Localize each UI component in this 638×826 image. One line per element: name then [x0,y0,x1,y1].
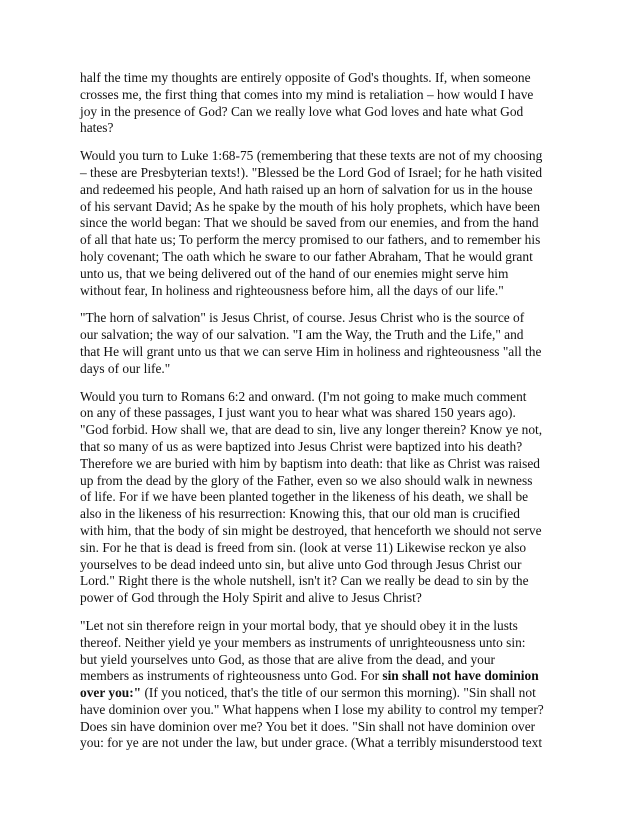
text-run: "God forbid. How shall we, that are dead to sin, live any longer therein? Know ye not, [80,422,543,438]
text-line [80,685,566,702]
text-run: power of God through the Holy Spirit and alive to Jesus Christ? [80,590,422,606]
text-line [80,266,566,283]
text-line [80,506,566,523]
text-line [80,405,566,422]
text-run: thereof. Neither yield ye your members as instruments of unrighteousness unto sin: [80,634,526,650]
text-line [80,573,566,590]
text-line [80,540,566,557]
text-line [80,215,566,232]
text-run: "The horn of salvation" is Jesus Christ, of course. Jesus Christ who is the source of [80,310,525,326]
text-line [80,232,566,249]
bold-text-run: over you:" [80,685,142,701]
text-run: "Let not sin therefore reign in your mortal body, that ye should obey it in the lusts [80,617,518,633]
text-line [80,327,566,344]
text-line [80,735,566,752]
text-line [80,702,566,719]
text-run: Does sin have dominion over me? You bet it does. "Sin shall not have dominion over [80,718,536,734]
paragraph [80,148,566,299]
document-page [80,70,566,752]
text-run: days of our life." [80,360,171,376]
text-run: Would you turn to Luke 1:68-75 (remembering that these texts are not of my choosing [80,148,543,164]
text-run: since the world began: That we should be saved from our enemies, and from the hand [80,215,539,231]
text-run: – these are Presbyterian texts!). "Blessed be the Lord God of Israel; for he hath visited [80,164,543,180]
text-line [80,389,566,406]
text-run: of his servant David; As he spake by the mouth of his holy prophets, which have been [80,198,541,214]
bold-text-run: sin shall not have dominion [382,668,539,684]
text-run: yourselves to be dead indeed unto sin, but alive unto God through Jesus Christ our [80,556,522,572]
text-run: but yield yourselves unto God, as those that are alive from the dead, and your [80,651,495,667]
text-line [80,719,566,736]
text-line [80,439,566,456]
paragraph [80,310,566,377]
text-line [80,668,566,685]
text-line [80,590,566,607]
text-run: hates? [80,120,114,136]
text-line [80,523,566,540]
text-line [80,182,566,199]
text-run: holy covenant; The oath which he sware to our father Abraham, That he would grant [80,248,533,264]
text-run: half the time my thoughts are entirely opposite of God's thoughts. If, when someone [80,70,531,85]
text-line [80,489,566,506]
text-run: unto us, that we being delivered out of the hand of our enemies might serve him [80,265,509,281]
text-run: crosses me, the first thing that comes into my mind is retaliation – how would I have [80,86,534,102]
text-run: with him, that the body of sin might be destroyed, that henceforth we should not serve [80,522,542,538]
text-line [80,652,566,669]
paragraph [80,70,566,137]
text-run: Would you turn to Romans 6:2 and onward. (I'm not going to make much comment [80,388,527,404]
text-run: without fear, In holiness and righteousness before him, all the days of our life." [80,282,504,298]
text-line [80,310,566,327]
text-run: sin. For he that is dead is freed from sin. (look at verse 11) Likewise reckon ye also [80,539,527,555]
text-run: up from the dead by the glory of the Father, even so we also should walk in newness [80,472,533,488]
text-run: on any of these passages, I just want you to hear what was shared 150 years ago). [80,405,516,421]
text-run: members as instruments of righteousness unto God. For [80,668,383,684]
text-line [80,87,566,104]
text-line [80,70,566,87]
text-line [80,165,566,182]
text-line [80,283,566,300]
text-line [80,104,566,121]
text-run: and redeemed his people, And hath raised up an horn of salvation for us in the house [80,181,533,197]
text-line [80,618,566,635]
text-line [80,199,566,216]
text-run: that He will grant unto us that we can serve Him in holiness and righteousness "all the [80,343,542,359]
text-line [80,148,566,165]
text-run: have dominion over you." What happens when I lose my ability to control my temper? [80,701,544,717]
text-line [80,557,566,574]
text-run: also in the likeness of his resurrection: Knowing this, that our old man is crucified [80,506,520,522]
text-line [80,473,566,490]
text-line [80,120,566,137]
paragraph [80,618,566,752]
text-run: our salvation; the way of our salvation. "I am the Way, the Truth and the Life," and [80,327,524,343]
text-run: Lord." Right there is the whole nutshell, isn't it? Can we really be dead to sin by the [80,573,529,589]
text-run: Therefore we are buried with him by baptism into death: that like as Christ was raised [80,455,540,471]
text-line [80,249,566,266]
text-run: joy in the presence of God? Can we really love what God loves and hate what God [80,103,524,119]
text-run: (If you noticed, that's the title of our sermon this morning). "Sin shall not [141,685,536,701]
text-run: of all that hate us; To perform the mercy promised to our fathers, and to remember his [80,232,541,248]
text-line [80,635,566,652]
text-run: you: for ye are not under the law, but under grace. (What a terribly misunderstood text [80,735,543,751]
text-line [80,456,566,473]
text-line [80,361,566,378]
paragraph [80,389,566,607]
text-run: of life. For if we have been planted together in the likeness of his death, we shall be [80,489,529,505]
text-run: that so many of us as were baptized into Jesus Christ were baptized into his death? [80,438,523,454]
text-line [80,422,566,439]
text-line [80,344,566,361]
